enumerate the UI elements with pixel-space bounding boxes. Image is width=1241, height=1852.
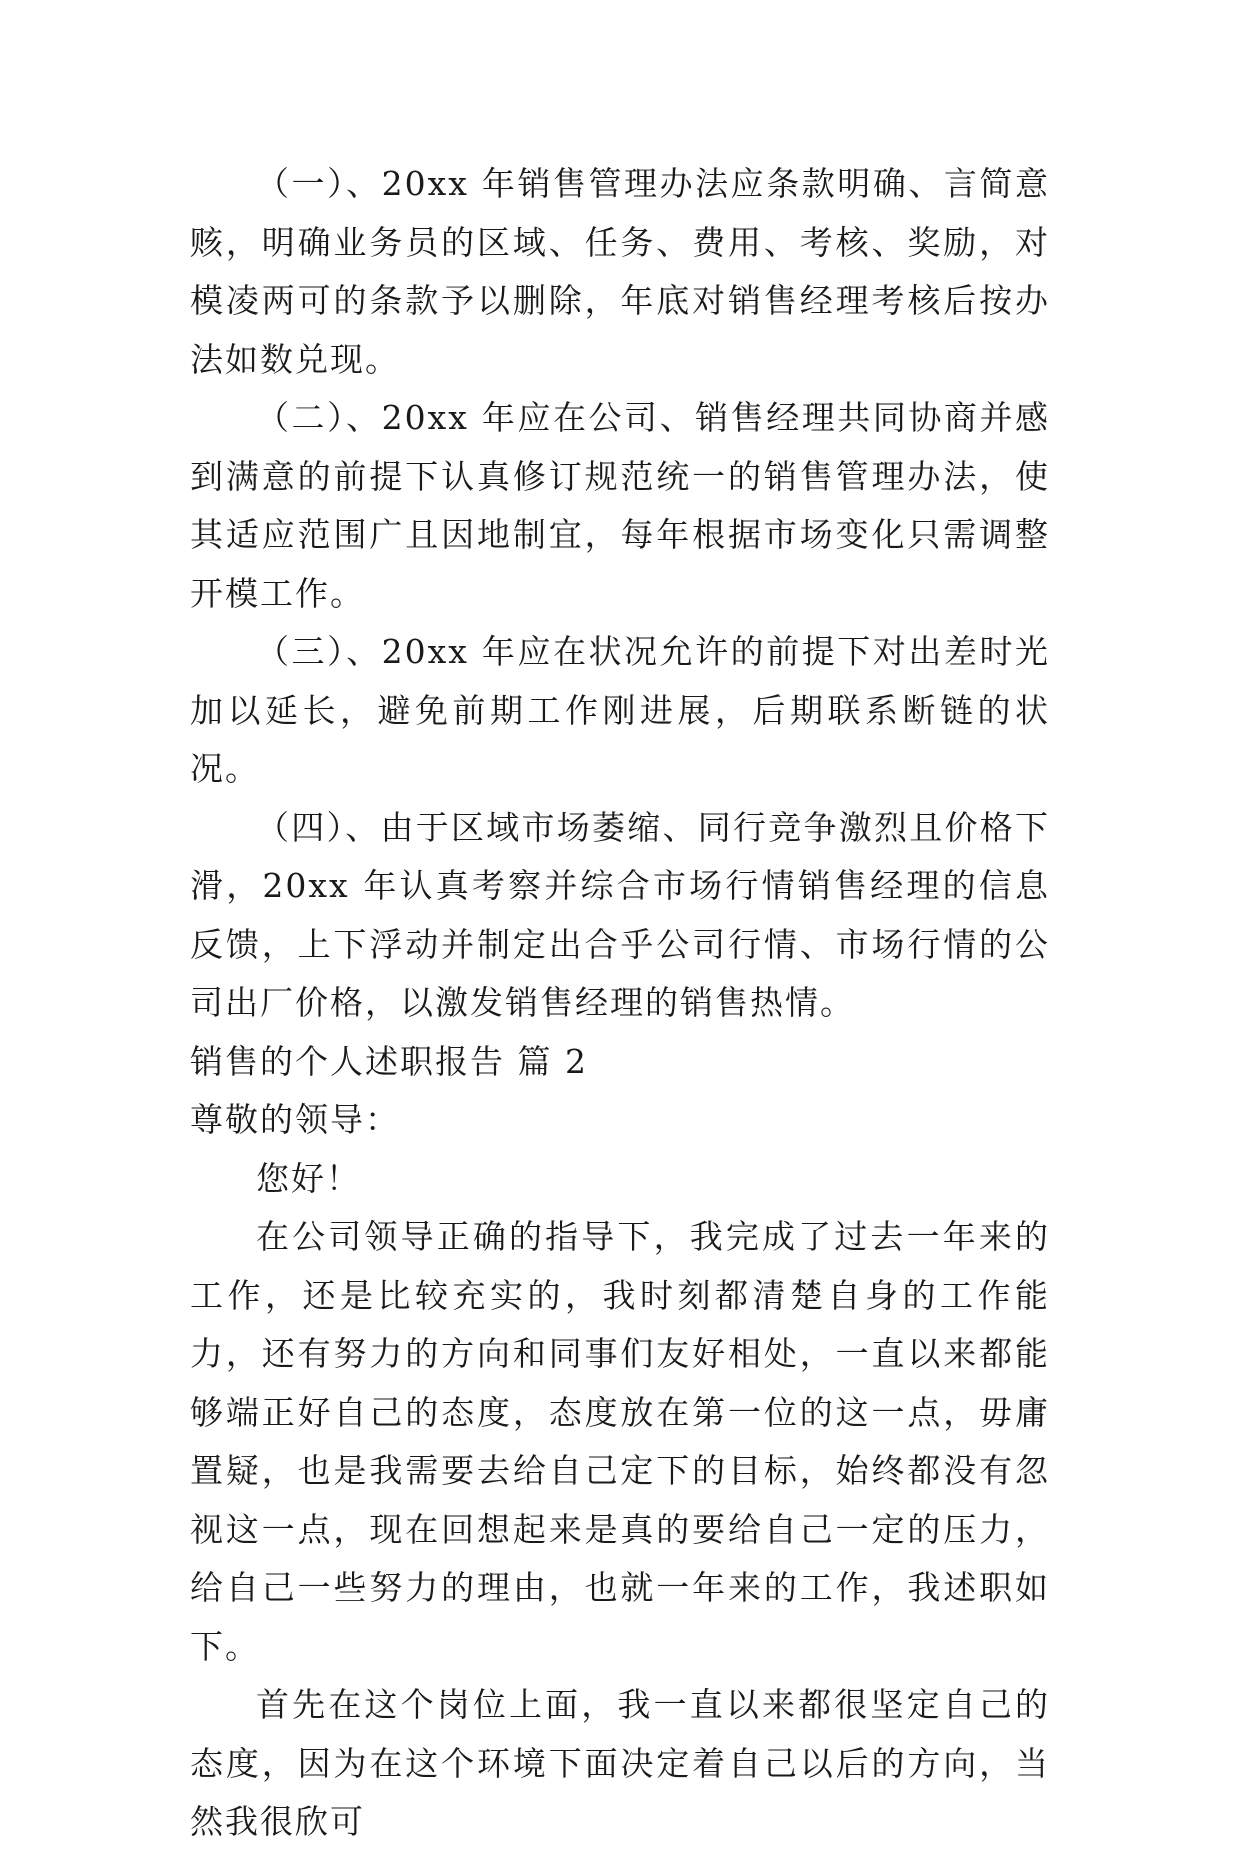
paragraph-item-3: （三）、20xx 年应在状况允许的前提下对出差时光加以延长，避免前期工作刚进展，后期联系断链的状况。: [190, 632, 1050, 788]
body-paragraph-1: 在公司领导正确的指导下，我完成了过去一年来的工作，还是比较充实的，我时刻都清楚自身的工作能力，还有努力的方向和同事们友好相处，一直以来都能够端正好自己的态度，态度放在第一位的这一点，毋庸置疑，也是我需要去给自己定下的目标，始终都没有忽视这一点，现在回想起来是真的要给自己一定的压力，给自己一些努力的理由，也就一年来的工作，我述职如下。: [190, 1217, 1050, 1666]
paragraph-item-4: （四）、由于区域市场萎缩、同行竞争激烈且价格下滑，20xx 年认真考察并综合市场行情销售经理的信息反馈，上下浮动并制定出合乎公司行情、市场行情的公司出厂价格，以激发销售经理的销售热情。: [190, 807, 1050, 1022]
paragraph-item-2: （二）、20xx 年应在公司、销售经理共同协商并感到满意的前提下认真修订规范统一的销售管理办法，使其适应范围广且因地制宜，每年根据市场变化只需调整开模工作。: [190, 398, 1050, 613]
salutation: 尊敬的领导：: [190, 1100, 400, 1139]
body-paragraph-2: 首先在这个岗位上面，我一直以来都很坚定自己的态度，因为在这个环境下面决定着自己以后的方向，当然我很欣可: [190, 1685, 1050, 1841]
section-title: 销售的个人述职报告 篇 2: [190, 1041, 588, 1081]
greeting: 您好！: [256, 1158, 361, 1198]
paragraph-item-1: （一）、20xx 年销售管理办法应条款明确、言简意赅，明确业务员的区域、任务、费用、考核、奖励，对模凌两可的条款予以删除，年底对销售经理考核后按办法如数兑现。: [190, 164, 1050, 379]
document-body: [190, 155, 1050, 1852]
